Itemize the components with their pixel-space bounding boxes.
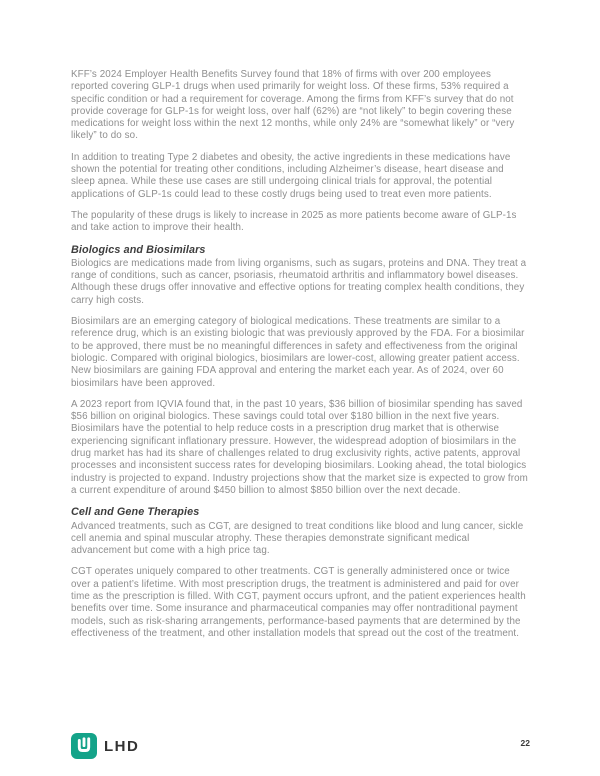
paragraph-glp1-popularity: The popularity of these drugs is likely to increase in 2025 as more patients become aware of GLP-1s and take action to improve their health. [71,209,517,234]
paragraph-glp1-kff-survey: KFF’s 2024 Employer Health Benefits Survey found that 18% of firms with over 200 employees reported covering GLP-1 drugs when used primarily for weight loss. Of these firms, 53% required a specific condition or had a requirement for coverage. Among the firms from KFF’s survey that do not provide coverage for GLP-1s for weight loss, over half (62%) are “not likely” to begin covering these medications for weight loss within the next 12 months, while only 24% are “somewhat likely” or “very likely” to do so. [71,69,515,142]
paragraph-cgt-definition: Advanced treatments, such as CGT, are designed to treat conditions like blood and lung cancer, sickle cell anemia and spinal muscular atrophy. These therapies demonstrate significant medical advancement but come with a high price tag. [71,520,524,557]
lhd-logo-icon [71,733,97,759]
paragraph-cgt-payment-models: CGT operates uniquely compared to other treatments. CGT is generally administered once or twice over a patient’s lifetime. With most prescription drugs, the treatment is administered and paid for over time as the prescription is filled. With CGT, payment occurs upfront, and the patient experiences health benefits over time. Some insurance and pharmaceutical companies may offer nontraditional payment models, such as risk-sharing arrangements, performance-based payments that are determined by the effectiveness of the treatment, and other installation models that spread out the cost of the treatment. [71,566,526,639]
paragraph-iqvia-report: A 2023 report from IQVIA found that, in the past 10 years, $36 billion of biosimilar spending has saved $56 billion on original biologics. These savings could total over $180 billion in the next five years. Biosimilars have the potential to help reduce costs in a prescription drug market that is otherwise experiencing significant inflationary pressure. However, the widespread adoption of biosimilars in the drug market has had its share of challenges related to drug exclusivity rights, active patents, approval processes and inconsistent success rates for developing biosimilars. Looking ahead, the total biologics industry is projected to expand. Industry projections show that the market size is expected to grow from a current expenditure of around $450 billion to almost $850 billion over the next decade. [71,398,528,496]
document-content [71,69,529,649]
page-number: 22 [520,738,530,748]
page-footer [71,732,530,760]
paragraph-biosimilars-overview: Biosimilars are an emerging category of biological medications. These treatments are similar to a reference drug, which is an existing biologic that was previously approved by the FDA. For a biosimilar to be approved, there must be no meaningful differences in safety and effectiveness from the original biologic. Compared with original biologics, biosimilars are lower-cost, allowing greater patient access. New biosimilars are gaining FDA approval and entering the market each year. As of 2024, over 60 biosimilars have been approved. [71,316,525,389]
paragraph-glp1-other-conditions: In addition to treating Type 2 diabetes and obesity, the active ingredients in these medications have shown the potential for treating other conditions, including Alzheimer’s disease, heart disease and sleep apnea. While these use cases are still undergoing clinical trials for approval, the potential applications of GLP-1s could lead to these costly drugs being used to treat even more patients. [71,151,511,200]
company-logo [71,733,139,759]
lhd-logo-text: LHD [104,737,140,755]
heading-biologics-and-biosimilars: Biologics and Biosimilars [71,243,206,256]
paragraph-biologics-definition: Biologics are medications made from living organisms, such as sugars, proteins and DNA. They treat a range of conditions, such as cancer, psoriasis, rheumatoid arthritis and inflammatory bowel diseases. Although these drugs offer innovative and effective options for treating complex health conditions, they carry high costs. [71,257,527,306]
heading-cell-and-gene-therapies: Cell and Gene Therapies [71,506,200,519]
